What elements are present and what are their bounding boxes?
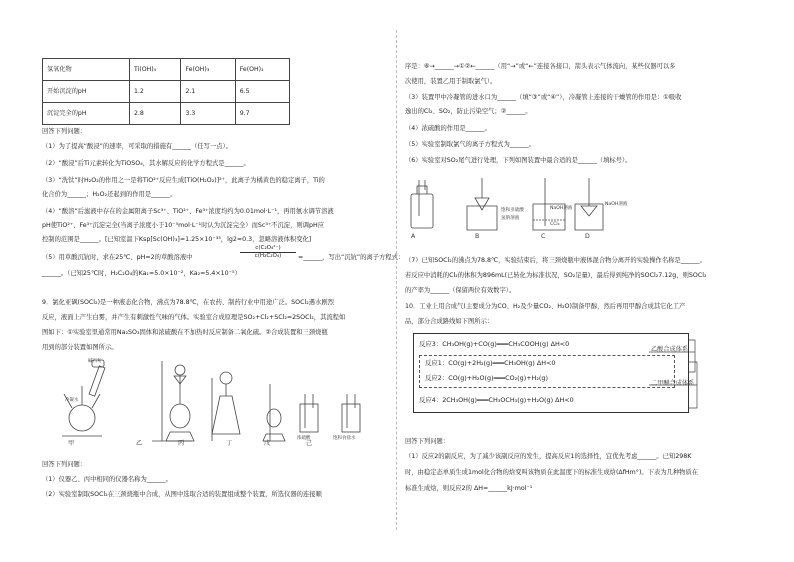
- option-label: C: [541, 233, 546, 240]
- round-flask-icon: [170, 404, 190, 428]
- question-6-tail-gas: （6）实验室对SO₂尾气进行处理，下列如图装置中最合适的是______（填标号）。: [405, 157, 632, 164]
- table-cell: 2.1: [181, 81, 235, 103]
- apparatus-small-label: 冷凝水: [65, 398, 79, 403]
- wash-bottle-icon: [342, 404, 360, 432]
- question-3-condenser: （3）装置甲中冷凝管的进水口为______（填“③”或“④”），冷凝管上连接的干燥管的作用是：①吸收: [405, 94, 682, 101]
- apparatus-label: 甲: [68, 440, 75, 447]
- question-9-line-3: 图如下：①实验室里通常用Na₂SO₃固体和浓硫酸在不加热时反应制备二氧化硫。②合成装置和三颈烧瓶: [42, 329, 328, 336]
- wash-bottle-icon: [300, 404, 318, 432]
- answer-intro-2: 回答下列问题：: [42, 461, 87, 468]
- answer-2-line-1: （2）实验室制取SOCl₂在三颈烧瓶中合成，从图中选取合适的装置组成整个装置，所选仪器的连接顺: [42, 491, 322, 498]
- solution-label: 饱和亚硫酸: [501, 208, 524, 213]
- question-4-line-2: pH使TiO²⁺、Fe³⁺沉淀完全(当离子浓度小于10⁻⁵mol·L⁻¹时认为沉淀完全）而Sc³⁺不沉淀，则调pH应: [42, 222, 324, 229]
- question-5-line-1: （5）用草酸沉钪时，求在25℃、pH=2的草酸溶液中: [42, 254, 193, 261]
- apparatus-small-label: 碱石灰: [88, 359, 102, 364]
- question-5-line-2: ______。（已知25℃时，H₂C₂O₄的Ka₁=5.0×10⁻²，Ka₂=5.4×10⁻⁵）: [42, 270, 241, 277]
- table-row: [43, 103, 290, 125]
- table-row: [43, 81, 290, 103]
- fraction-denominator: c(H₂C₂O₄): [240, 252, 296, 260]
- question-3-line-2: 逸出的Cl₂、SO₂，防止污染空气；②______。: [405, 108, 532, 115]
- apparatus-small-label: 浓硫酸: [297, 436, 311, 441]
- question-4-acid: （4）浓硫酸的作用是______。: [405, 125, 491, 132]
- hydroxide-ph-table: [42, 58, 290, 125]
- column-divider: [396, 30, 397, 530]
- question-2: （2）“酸浸”后Ti元素转化为TiOSO₄，其水解反应的化学方程式是______。: [42, 160, 250, 167]
- solution-label: CCl₄: [550, 222, 560, 227]
- question-10-line-1: 10．工业上用合成气(主要成分为CO、H₂及少量CO₂、H₂O)制备甲醇，然后再用甲醇合成其它化工产: [405, 303, 686, 310]
- solution-label: NaOH溶液: [550, 206, 573, 211]
- option-label: D: [585, 233, 590, 240]
- apparatus-label: 丁: [226, 440, 233, 447]
- question-7-line-2: 若反应中消耗的Cl₂的体积为896mL(已转化为标准状况，SO₂足量)，最后得到纯净的SOCl₂7.12g，则SOCl₂: [405, 272, 707, 279]
- table-header-cell: Fe(OH)₂: [235, 59, 289, 81]
- question-7-line-1: （7）已知SOCl₂的沸点为78.8℃，实验结束后，将三颈烧瓶中液体混合物分离开的实验操作名称是______。: [405, 257, 706, 264]
- table-header-cell: 氢氧化物: [43, 59, 130, 81]
- answer-10-line-2: 时，由稳定态单质生成1mol化合物的焓变叫该物质在此温度下的标准生成焓(ΔfHm°)。下表为几种物质在: [405, 469, 699, 476]
- answer-intro: 回答下列问题：: [42, 128, 87, 135]
- apparatus-label: 戊: [264, 440, 271, 447]
- reaction-1: 反应1：CO(g)+2H₂(g)═══CH₃OH(g) ΔH<0: [425, 359, 556, 367]
- option-label: A: [411, 233, 416, 240]
- acetic-acid-system-label: 乙酸合成体系: [651, 346, 689, 353]
- question-1: （1）为了提高“酸浸”的速率，可采取的措施有______（任写一点）。: [42, 143, 232, 150]
- solution-label: 氢钠溶液: [501, 216, 520, 221]
- question-9-line-2: 反应，液面上产生白雾，并产生有刺激性气味的气体。实验室合成原理是SO₂+Cl₂+SCl₂=2SOCl₂，其流程如: [42, 314, 346, 321]
- table-cell: 3.3: [181, 103, 235, 125]
- question-3-line-1: （3）“洗钛”时H₂O₂的作用之一是将TiO²⁺反应生成[TiO(H₂O₂)]²⁺，此离子为橘黄色的稳定离子，Ti的: [42, 177, 325, 184]
- three-neck-flask-icon: [69, 405, 95, 431]
- table-cell: 6.5: [235, 81, 289, 103]
- question-7-line-3: 的产率为______（保留两位有效数字）。: [405, 287, 516, 294]
- answer-1: （1）仪器乙、丙中相同的仪器名称为______。: [42, 476, 172, 483]
- table-cell: 1.2: [130, 81, 181, 103]
- reaction-3: 反应3：CH₃OH(g)+CO(g)═══CH₃COOH(g) ΔH<0: [419, 340, 570, 348]
- table-row: [43, 59, 290, 81]
- apparatus-label: 乙: [136, 440, 143, 447]
- table-cell: 9.7: [235, 103, 289, 125]
- answer-intro-3: 回答下列问题：: [405, 438, 450, 445]
- question-5-chlorine: （5）实验室制取氯气的离子方程式为______。: [405, 141, 535, 148]
- question-3-line-2: 化合价为______；H₂O₂还起到的作用是______。: [42, 191, 177, 198]
- answer-10-line-3: 标准生成焓，则反应2的 ΔH=______kJ·mol⁻¹: [405, 485, 533, 492]
- table-header-cell: Fe(OH)₃: [181, 59, 235, 81]
- solution-label: NaOH溶液: [605, 202, 628, 207]
- apparatus-label: 丙: [178, 440, 185, 447]
- conical-flask-icon: [212, 396, 240, 434]
- ratio-fraction: [240, 245, 296, 260]
- question-5-line-1b: =______，写出“沉钪”的离子方程式：: [298, 254, 405, 261]
- table-header-cell: Ti(OH)₄: [130, 59, 181, 81]
- question-10-line-2: 品，部分合成路线如下图所示：: [405, 318, 494, 325]
- option-label: B: [475, 233, 480, 240]
- apparatus-label: 己: [306, 440, 313, 447]
- system-brackets: [405, 0, 750, 420]
- answer-10-line-1: （1）反应2的副反应，为了减少该副反应的发生，提高反应1的选择性，宜优先考虑______。已知298K: [405, 453, 692, 460]
- apparatus-figure: [42, 356, 372, 448]
- question-9-line-4: 用到的部分装置如图所示。: [42, 344, 118, 351]
- table-cell: 2.8: [130, 103, 181, 125]
- table-cell: 开始沉淀的pH: [43, 81, 130, 103]
- reaction-2: 反应2：CO(g)+H₂O(g)═══CO₂(g)+H₂(g): [425, 374, 548, 382]
- condenser-icon: [89, 366, 105, 396]
- connection-order-line-1: 序是：⑥→______→①②←______（用“→”或“←”连接各接口，箭头表示气体流向，某些仪器可以多: [405, 63, 676, 70]
- reaction-4: 反应4：2CH₃OH(g)═══CH₃OCH₃(g)+H₂O(g) ΔH<0: [419, 396, 574, 404]
- fraction-numerator: c(C₂O₄²⁻): [255, 245, 281, 251]
- question-4-line-1: （4）“酸溶”后滤液中存在的金属阳离子Sc³⁺、TiO²⁺、Fe³⁺浓度均约为0.01mol·L⁻¹，再用氨水调节溶液: [42, 208, 334, 215]
- connection-order-line-2: 次使用，装置乙用于制取氯气）。: [405, 78, 497, 85]
- question-4-line-3: 控制的范围是______。[已知室温下Ksp[Sc(OH)₃]=1.25×10⁻³³，lg2≈0.3，忽略溶液体积变化]: [42, 236, 312, 243]
- dimethyl-ether-system-label: 二甲醚合成体系: [651, 380, 695, 387]
- apparatus-small-label: 饱和食盐水: [333, 436, 356, 441]
- table-cell: 沉淀完全的pH: [43, 103, 130, 125]
- question-9-line-1: 9．氯化亚砜(SOCl₂)是一种液态化合物，沸点为78.8℃，在农药、制药行业中用途广泛。SOCl₂遇水剧烈: [42, 299, 334, 306]
